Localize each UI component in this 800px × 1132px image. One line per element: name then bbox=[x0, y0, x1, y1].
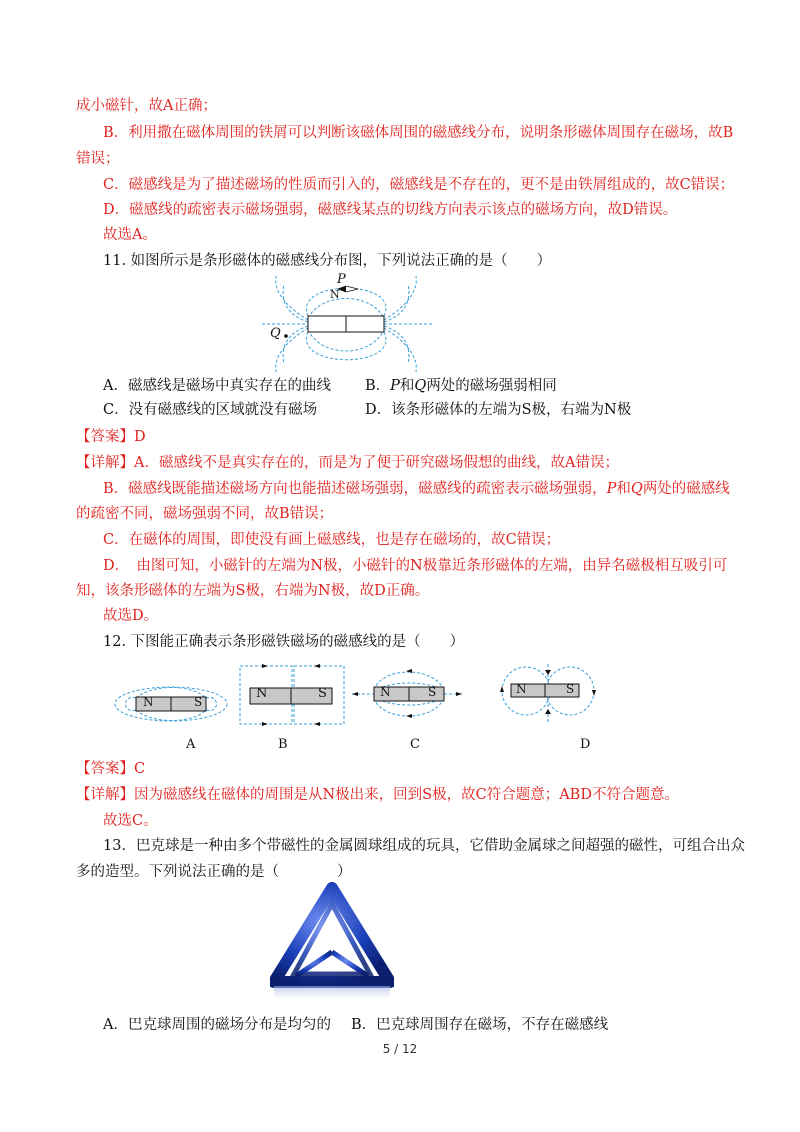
q11-option-d: D．该条形磁体的左端为S极，右端为N极 bbox=[365, 402, 632, 418]
q12-final: 故选C。 bbox=[103, 813, 158, 829]
q11-explain-b: B．磁感线既能描述磁场方向也能描述磁场强弱，磁感线的疏密表示磁场强弱，P和Q两处的磁感线 bbox=[103, 481, 730, 497]
q12-explain: 【详解】因为磁感线在磁体的周围是从N极出来，回到S极，故C符合题意；ABD不符合题意。 bbox=[76, 787, 679, 803]
prev-b-line: B．利用撒在磁体周围的铁屑可以判断该磁体周围的磁感线分布，说明条形磁体周围存在磁场，故B bbox=[103, 125, 734, 141]
q11-explain-d: D． 由图可知，小磁针的左端为N极，小磁针的N极靠近条形磁体的左端，由异名磁极相互吸引可 bbox=[103, 558, 728, 574]
fig-d-s: S bbox=[566, 682, 575, 696]
q11-explain-b-cont: 的疏密不同，磁场强弱不同，故B错误； bbox=[76, 506, 334, 522]
fig-a-s: S bbox=[194, 695, 203, 709]
q11-explain-a: 【详解】A．磁感线不是真实存在的，而是为了便于研究磁场假想的曲线，故A错误； bbox=[76, 455, 619, 471]
bar-magnet-field-diagram bbox=[262, 274, 432, 374]
q12-figure-b bbox=[238, 664, 346, 726]
label-n: N bbox=[330, 288, 340, 301]
q11-explain-d-cont: 知，该条形磁体的左端为S极，右端为N极，故D正确。 bbox=[76, 583, 430, 599]
q11-final: 故选D。 bbox=[103, 608, 159, 624]
q12-caption-d: D bbox=[580, 737, 591, 752]
q11-option-b: B．P和Q两处的磁场强弱相同 bbox=[365, 378, 557, 394]
page-number: 5 / 12 bbox=[382, 1042, 418, 1056]
prev-d-line: D．磁感线的疏密表示磁场强弱，磁感线某点的切线方向表示该点的磁场方向，故D错误。 bbox=[103, 202, 678, 218]
q11-stem: 11. 如图所示是条形磁体的磁感线分布图，下列说法正确的是（ ） bbox=[103, 253, 552, 269]
q12-figure-d bbox=[494, 664, 602, 722]
q13-stem-line2: 多的造型。下列说法正确的是（ ） bbox=[76, 864, 352, 880]
fig-b-n: N bbox=[256, 686, 268, 701]
prev-final: 故选A。 bbox=[103, 227, 157, 243]
q12-caption-a: A bbox=[186, 737, 196, 752]
fig-c-n: N bbox=[380, 685, 391, 699]
q12-caption-b: B bbox=[278, 737, 288, 752]
q13-option-a: A．巴克球周围的磁场分布是均匀的 bbox=[103, 1017, 331, 1033]
q12-figure-a bbox=[112, 680, 230, 728]
figure-a-field-lines bbox=[112, 680, 230, 728]
fig-d-n: N bbox=[516, 682, 527, 696]
q12-caption-c: C bbox=[410, 737, 420, 752]
q11-option-c: C．没有磁感线的区域就没有磁场 bbox=[103, 402, 318, 418]
buckyball-triangle-image bbox=[270, 882, 394, 1000]
prev-c-line: C．磁感线是为了描述磁场的性质而引入的，磁感线是不存在的，更不是由铁屑组成的，故C错误； bbox=[103, 177, 735, 193]
label-q: Q bbox=[270, 326, 281, 341]
label-p: P bbox=[337, 272, 346, 287]
prev-line1: 成小磁针，故A正确； bbox=[76, 98, 217, 114]
q13-stem-line1: 13．巴克球是一种由多个带磁性的金属圆球组成的玩具，它借助金属球之间超强的磁性，可组合出众 bbox=[103, 838, 745, 854]
q13-buckyball-photo bbox=[270, 882, 394, 1000]
figure-d-field-lines bbox=[494, 664, 602, 722]
q11-figure bbox=[262, 274, 432, 374]
fig-c-s: S bbox=[428, 685, 437, 699]
q11-explain-c: C．在磁体的周围，即使没有画上磁感线，也是存在磁场的，故C错误； bbox=[103, 532, 561, 548]
q12-figure-c bbox=[352, 668, 464, 720]
q11-option-a: A．磁感线是磁场中真实存在的曲线 bbox=[103, 378, 331, 394]
figure-b-field-lines bbox=[238, 664, 346, 726]
q12-stem: 12. 下图能正确表示条形磁铁磁场的磁感线的是（ ） bbox=[103, 634, 465, 650]
figure-c-field-lines bbox=[352, 668, 464, 720]
prev-b-cont: 错误； bbox=[76, 151, 120, 167]
q13-option-b: B．巴克球周围存在磁场，不存在磁感线 bbox=[351, 1017, 609, 1033]
q12-answer: 【答案】C bbox=[76, 761, 146, 777]
fig-a-n: N bbox=[143, 695, 154, 709]
q11-answer: 【答案】D bbox=[76, 429, 146, 445]
fig-b-s: S bbox=[318, 686, 327, 701]
